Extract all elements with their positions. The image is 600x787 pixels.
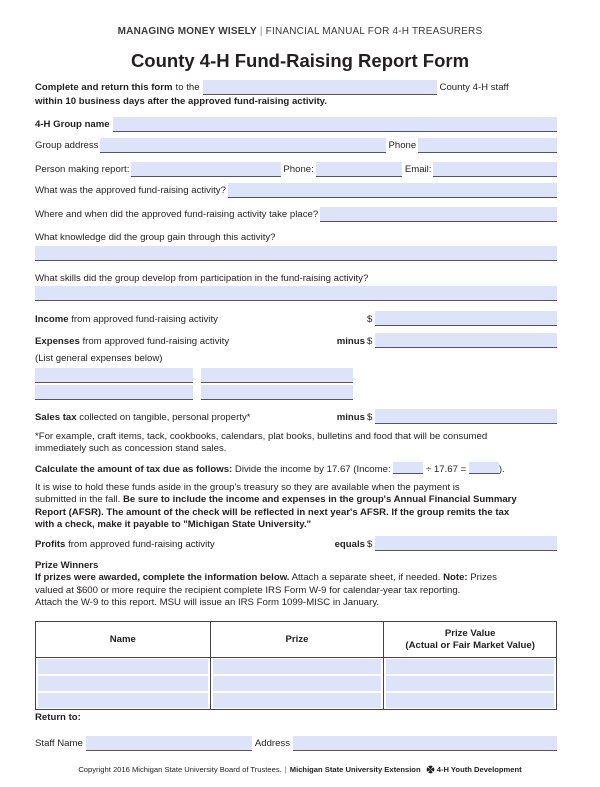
expenses-dollar: $ (367, 336, 373, 347)
sales-tax-bold: Sales tax (35, 412, 77, 423)
return-heading: Return to: (35, 712, 81, 723)
expense-line-1b[interactable] (201, 368, 353, 383)
calc-divide: ÷ 17.67 = (425, 464, 467, 475)
wise-line-2-bold: Be sure to include the income and expenses in the group's Annual Financial Summary (123, 494, 517, 506)
wise-line-2-normal: submitted in the fall. (35, 494, 121, 506)
form-title: County 4-H Fund-Raising Report Form (130, 50, 470, 71)
email-field[interactable] (433, 162, 557, 177)
expenses-label (35, 336, 229, 347)
running-head (0, 26, 600, 37)
name-field[interactable] (38, 693, 208, 708)
value-field[interactable] (386, 676, 554, 691)
prize-field[interactable] (213, 659, 382, 674)
col-value-line-1: Prize Value (444, 627, 496, 639)
expenses-minus: minus (336, 336, 365, 347)
expenses-row (35, 332, 557, 348)
sales-tax-footnote (35, 431, 557, 456)
group-name-row (35, 116, 557, 132)
value-cell[interactable] (384, 675, 557, 692)
clover-icon (426, 765, 435, 774)
table-row (36, 692, 557, 710)
sales-tax-rest: collected on tangible, personal property* (79, 412, 251, 423)
profits-equals: equals (334, 539, 365, 550)
income-row (35, 310, 557, 326)
income-bold: Income (35, 314, 69, 325)
prize-table (35, 621, 557, 710)
group-address-label: Group address (35, 140, 99, 151)
staff-name-label: Staff Name (35, 738, 83, 749)
value-field[interactable] (386, 659, 554, 674)
value-cell[interactable] (384, 658, 557, 676)
profits-amount-field[interactable] (375, 536, 557, 551)
address-field[interactable] (293, 736, 557, 751)
sales-tax-dollar: $ (367, 412, 373, 423)
sales-tax-label (35, 412, 250, 423)
running-head-bold: MANAGING MONEY WISELY (117, 26, 257, 37)
profits-rest: from approved fund-raising activity (68, 539, 215, 550)
sales-tax-amount-field[interactable] (375, 409, 557, 424)
activity-row (35, 182, 557, 198)
expense-line-2b[interactable] (201, 385, 353, 400)
person-phone-label: Phone: (283, 164, 314, 175)
calc-income-field[interactable] (393, 462, 423, 474)
wise-line-1: It is wise to hold these funds aside in the group's treasury so they are available when the payment is (35, 482, 460, 493)
prize-cell[interactable] (210, 675, 384, 692)
intro-bold: Complete and return this form (35, 82, 173, 93)
col-value-line-2: (Actual or Fair Market Value) (405, 639, 535, 651)
name-field[interactable] (38, 659, 208, 674)
name-cell[interactable] (36, 692, 211, 710)
prize-line-2: valued at $600 or more require the recipient complete IRS Form W-9 for calendar-year tax reporting. (35, 584, 461, 596)
name-field[interactable] (38, 676, 208, 691)
prize-line-1-bold: If prizes were awarded, complete the information below. (35, 572, 290, 584)
person-phone-field[interactable] (316, 162, 402, 177)
expense-line-1a[interactable] (35, 368, 193, 383)
col-prize-header: Prize (210, 622, 384, 658)
wise-paragraph (35, 482, 557, 532)
col-name-header: Name (36, 622, 211, 658)
value-cell[interactable] (384, 692, 557, 710)
intro-end: County 4-H staff (439, 82, 509, 93)
person-label: Person making report: (35, 164, 130, 175)
group-name-field[interactable] (113, 117, 557, 132)
footer-youth: 4-H Youth Development (436, 765, 522, 774)
value-field[interactable] (386, 693, 554, 708)
running-head-separator: | (259, 26, 263, 37)
expense-line-2a[interactable] (35, 385, 193, 400)
phone-label: Phone (388, 140, 417, 151)
intro-deadline: within 10 business days after the approved fund-raising activity. (35, 96, 327, 107)
wise-line-3: Report (AFSR). The amount of the check will be reflected in next year's AFSR. If the group remits the tax (35, 506, 510, 518)
return-row (35, 735, 557, 751)
calc-tax-line (35, 462, 557, 476)
prize-field[interactable] (213, 693, 382, 708)
address-label: Address (254, 738, 291, 749)
wise-line-4: with a check, make it payable to "Michigan State University." (35, 519, 312, 531)
footer-separator: | (284, 765, 287, 774)
prize-heading: Prize Winners (35, 560, 99, 571)
footnote-line-1: *For example, craft items, tack, cookbooks, calendars, plat books, bulletins and food that will be consumed (35, 431, 488, 442)
prize-line-1-rest: Attach a separate sheet, if needed. (291, 572, 441, 584)
income-label (35, 314, 218, 325)
prize-cell[interactable] (210, 658, 384, 676)
intro-to: to the (175, 82, 200, 93)
person-row (35, 161, 557, 177)
expenses-bold: Expenses (35, 336, 80, 347)
sales-tax-minus: minus (336, 412, 365, 423)
calc-result-field[interactable] (469, 462, 499, 474)
skills-field-1[interactable] (35, 286, 557, 301)
expenses-rest: from approved fund-raising activity (82, 336, 230, 347)
prize-line-3: Attach the W-9 to this report. MSU will issue an IRS Form 1099-MISC in January. (35, 597, 380, 609)
table-row (36, 675, 557, 692)
calc-tax-bold: Calculate the amount of tax due as follows: (35, 464, 233, 475)
person-field[interactable] (131, 162, 281, 177)
footnote-line-2: immediately such as concession stand sales. (35, 443, 227, 455)
where-when-row (35, 206, 557, 222)
group-name-label: 4-H Group name (35, 119, 110, 130)
profits-row (35, 535, 557, 551)
income-rest: from approved fund-raising activity (71, 314, 218, 325)
running-head-rest: FINANCIAL MANUAL FOR 4-H TREASURERS (265, 26, 483, 37)
intro-line-1 (35, 79, 557, 95)
sales-tax-row (35, 408, 557, 424)
skills-question: What skills did the group develop from participation in the fund-raising activity? (35, 273, 369, 284)
profits-dollar: $ (367, 539, 373, 550)
where-when-field[interactable] (320, 207, 557, 222)
knowledge-field-1[interactable] (35, 246, 557, 261)
footer-extension: Michigan State University Extension (289, 765, 421, 774)
table-row (36, 658, 557, 676)
calc-close: ). (498, 464, 505, 475)
name-cell[interactable] (36, 658, 211, 676)
calc-tax-rest: Divide the income by 17.67 (Income: (234, 464, 391, 475)
prize-field[interactable] (213, 676, 382, 691)
expenses-amount-field[interactable] (375, 333, 557, 348)
income-amount-field[interactable] (375, 311, 557, 326)
prize-table-header (36, 622, 557, 658)
county-field[interactable] (203, 80, 437, 95)
list-expenses-note: (List general expenses below) (35, 353, 163, 364)
prize-note-label: Note: (443, 572, 468, 584)
group-address-row (35, 137, 557, 153)
intro-line-2 (35, 96, 557, 108)
prize-section (35, 560, 557, 610)
wise-line-2 (35, 494, 557, 506)
prize-line-1 (35, 572, 557, 584)
income-dollar: $ (367, 314, 373, 325)
where-when-question: Where and when did the approved fund-raising activity take place? (35, 209, 319, 220)
group-address-field[interactable] (100, 138, 386, 153)
profits-bold: Profits (35, 539, 66, 550)
footer-copyright: Copyright 2016 Michigan State University Board of Trustees. (78, 765, 282, 774)
col-value-header (384, 622, 557, 658)
prize-line-1-end: Prizes (470, 572, 497, 584)
prize-cell[interactable] (210, 692, 384, 710)
footer (0, 765, 600, 774)
profits-label (35, 539, 215, 550)
activity-question: What was the approved fund-raising activity? (35, 185, 226, 196)
knowledge-question: What knowledge did the group gain through this activity? (35, 232, 276, 243)
name-cell[interactable] (36, 675, 211, 692)
phone-field[interactable] (418, 138, 557, 153)
activity-field[interactable] (228, 183, 557, 198)
email-label: Email: (404, 164, 432, 175)
staff-name-field[interactable] (86, 736, 252, 751)
